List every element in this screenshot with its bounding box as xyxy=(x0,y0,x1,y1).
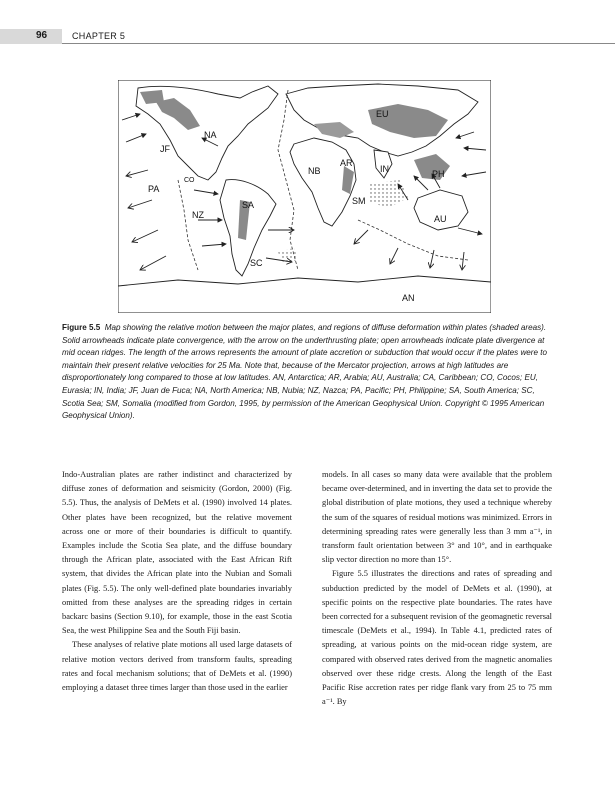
figure-label: Figure 5.5 xyxy=(62,323,101,332)
plate-label-co: CO xyxy=(184,177,195,184)
plate-label-nb: NB xyxy=(308,166,321,176)
plate-label-eu: EU xyxy=(376,109,389,119)
page-number-box xyxy=(0,29,62,44)
plate-label-jf: JF xyxy=(160,144,170,154)
plate-label-nz: NZ xyxy=(192,210,204,220)
page-header xyxy=(0,29,615,45)
map-svg xyxy=(118,80,491,313)
caption-text: Map showing the relative motion between the major plates, and regions of diffuse deformation within plates (shaded areas). Solid arrowheads indicate plate convergence, with the arrow on the underthrusting plate; open arrowheads indicate plate divergence at mid ocean ridges. The length of the arrows represents the amount of plate accretion or subduction that would occur if the plates were to maintain their present relative velocities for 25 Ma. Note that, because of the Mercator projection, arrows at high latitudes are disproportionately long compared to those at low latitudes. AN, Antarctica; AR, Arabia; AU, Australia; CA, Caribbean; CO, Cocos; EU, Eurasia; IN, India; JF, Juan de Fuca; NA, North America; NB, Nubia; NZ, Nazca; PA, Pacific; PH, Philippine; SA, South America; SC, Scotia Sea; SM, Somalia (modified from Gordon, 1995, by permission of the American Geophysical Union. Copyright © 1995 American Geophysical Union). xyxy=(62,323,547,421)
plate-label-pa: PA xyxy=(148,184,160,194)
chapter-title: CHAPTER 5 xyxy=(72,31,126,41)
paragraph: These analyses of relative plate motions all used large datasets of relative motion vectors derived from transform faults, spreading rates and focal mechanism solutions; that of DeMets et al. (1990) employing a dataset three times larger than those used in the earlier xyxy=(62,640,292,693)
body-column-right xyxy=(322,468,552,709)
body-column-left xyxy=(62,468,292,695)
plate-label-sc: SC xyxy=(250,258,263,268)
plate-label-sm: SM xyxy=(352,196,366,206)
plate-label-in: IN xyxy=(380,164,389,174)
plate-label-sa: SA xyxy=(242,200,255,210)
plate-label-na: NA xyxy=(204,130,217,140)
plate-label-au: AU xyxy=(434,214,447,224)
antarctica-continent xyxy=(118,276,491,313)
plate-motion-map xyxy=(118,80,491,313)
figure-caption xyxy=(62,322,552,423)
plate-label-an: AN xyxy=(402,293,415,303)
header-rule xyxy=(62,43,615,44)
plate-label-ar: AR xyxy=(340,158,353,168)
paragraph: models. In all cases so many data were available that the problem became over-determined, and in inverting the data set to provide the global distribution of plate motions, they used a technique whereby the sum of the squares of residual motions was minimized. Errors in determining spreading rates were generally less than 3 mm a⁻¹, in transform fault orientation between 3° and 10°, and in earthquake slip vector direction no more than 15°. xyxy=(322,470,552,565)
paragraph: Indo-Australian plates are rather indistinct and characterized by diffuse zones of deformation and seismicity (Gordon, 2000) (Fig. 5.5). Thus, the analysis of DeMets et al. (1990) involved 14 plates. Other plates have been recognized, but the relative movement across one or more of their boundaries is difficult to quantify. Examples include the Scotia Sea plate, and the diffuse boundary through the African plate, associated with the East African Rift system, that divides the African plate into the Nubian and Somali plates (Fig. 5.5). The only well-defined plate boundaries invariably omitted from these analyses are the spreading ridges in certain backarc basins (Section 9.10), for example, those in the east Scotia Sea, the west Philippine Sea and the South Fiji basin. xyxy=(62,470,292,636)
plate-label-ph: PH xyxy=(432,169,445,179)
paragraph: Figure 5.5 illustrates the directions and rates of spreading and subduction predicted by the model of DeMets et al. (1990), at specific points on the respective plate boundaries. The rates have been corrected for a subsequent revision of the geomagnetic reversal timescale (DeMets et al., 1994). In Table 4.1, predicted rates of spreading, at various points on the mid-ocean ridge system, are compared with observed rates derived from the magnetic anomalies observed over these ridge crests. Along the length of the East Pacific Rise accretion rates per ridge flank vary from 25 to 75 mm a⁻¹. By xyxy=(322,569,552,707)
page-number: 96 xyxy=(36,30,48,41)
